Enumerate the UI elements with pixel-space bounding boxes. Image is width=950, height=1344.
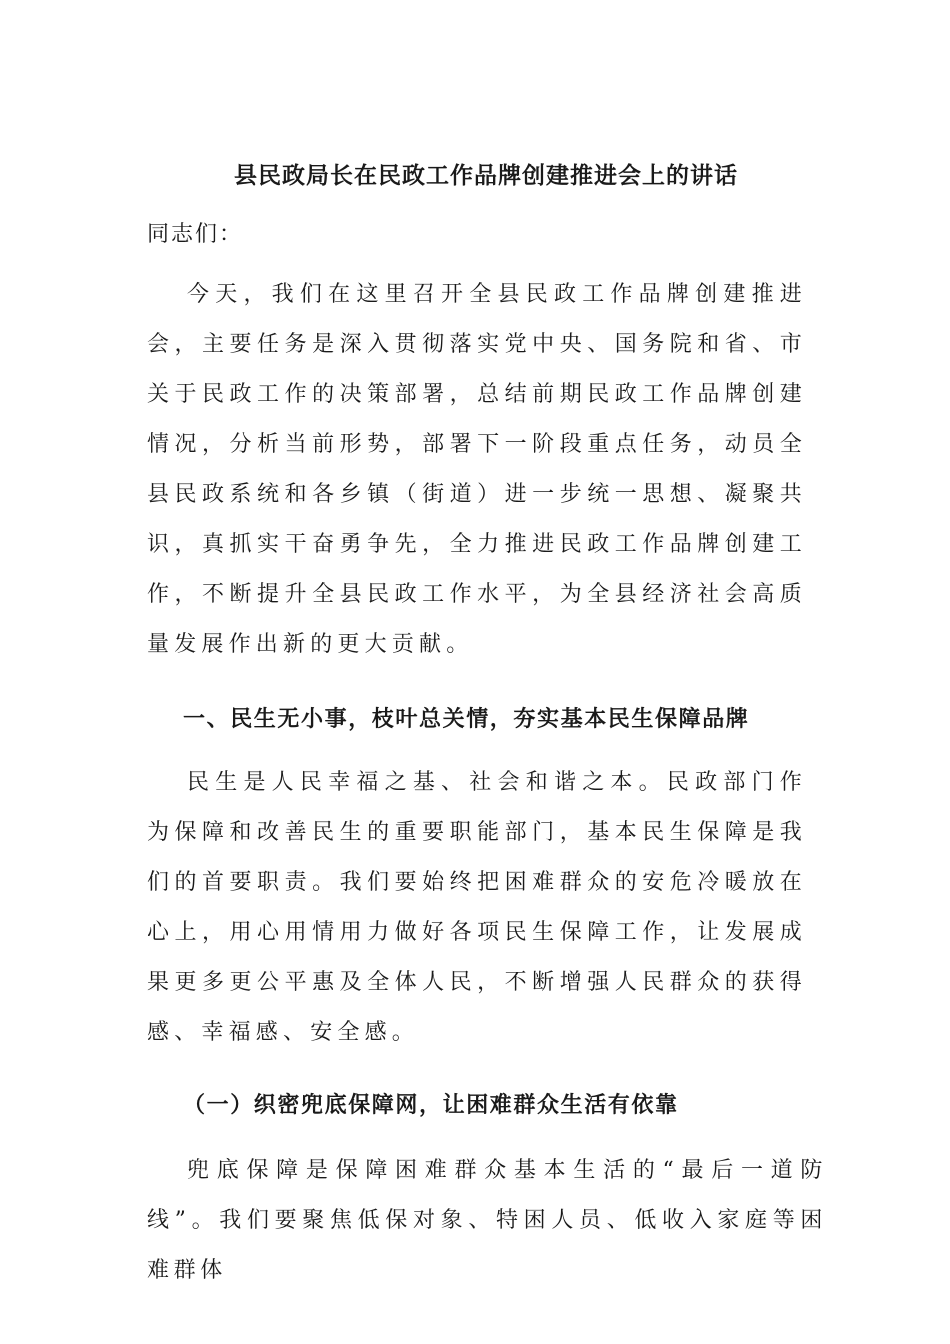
paragraph-intro: 今天，我们在这里召开全县民政工作品牌创建推进会，主要任务是深入贯彻落实党中央、国务院和省、市关于民政工作的决策部署，总结前期民政工作品牌创建情况，分析当前形势，部署下一阶段重点任务，动员全县民政系统和各乡镇（街道）进一步统一思想、凝聚共识，真抓实干奋勇争先，全力推进民政工作品牌创建工作，不断提升全县民政工作水平，为全县经济社会高质量发展作出新的更大贡献。 bbox=[147, 282, 807, 657]
greeting: 同志们： bbox=[147, 222, 244, 247]
section-heading-1: 一、民生无小事，枝叶总关情，夯实基本民生保障品牌 bbox=[183, 706, 750, 732]
document-page bbox=[147, 150, 827, 1296]
paragraph-livelihood: 民生是人民幸福之基、社会和谐之本。民政部门作为保障和改善民生的重要职能部门，基本民生保障是我们的首要职责。我们要始终把困难群众的安危冷暖放在心上，用心用情用力做好各项民生保障工作，让发展成果更多更公平惠及全体人民，不断增强人民群众的获得感、幸福感、安全感。 bbox=[147, 770, 807, 1045]
document-title: 县民政局长在民政工作品牌创建推进会上的讲话 bbox=[234, 162, 738, 189]
subsection-heading-1: （一）织密兜底保障网，让困难群众生活有依靠 bbox=[183, 1092, 679, 1118]
paragraph-safety-net: 兜底保障是保障困难群众基本生活的“最后一道防线”。我们要聚焦低保对象、特困人员、低收入家庭等困难群体 bbox=[147, 1158, 827, 1283]
